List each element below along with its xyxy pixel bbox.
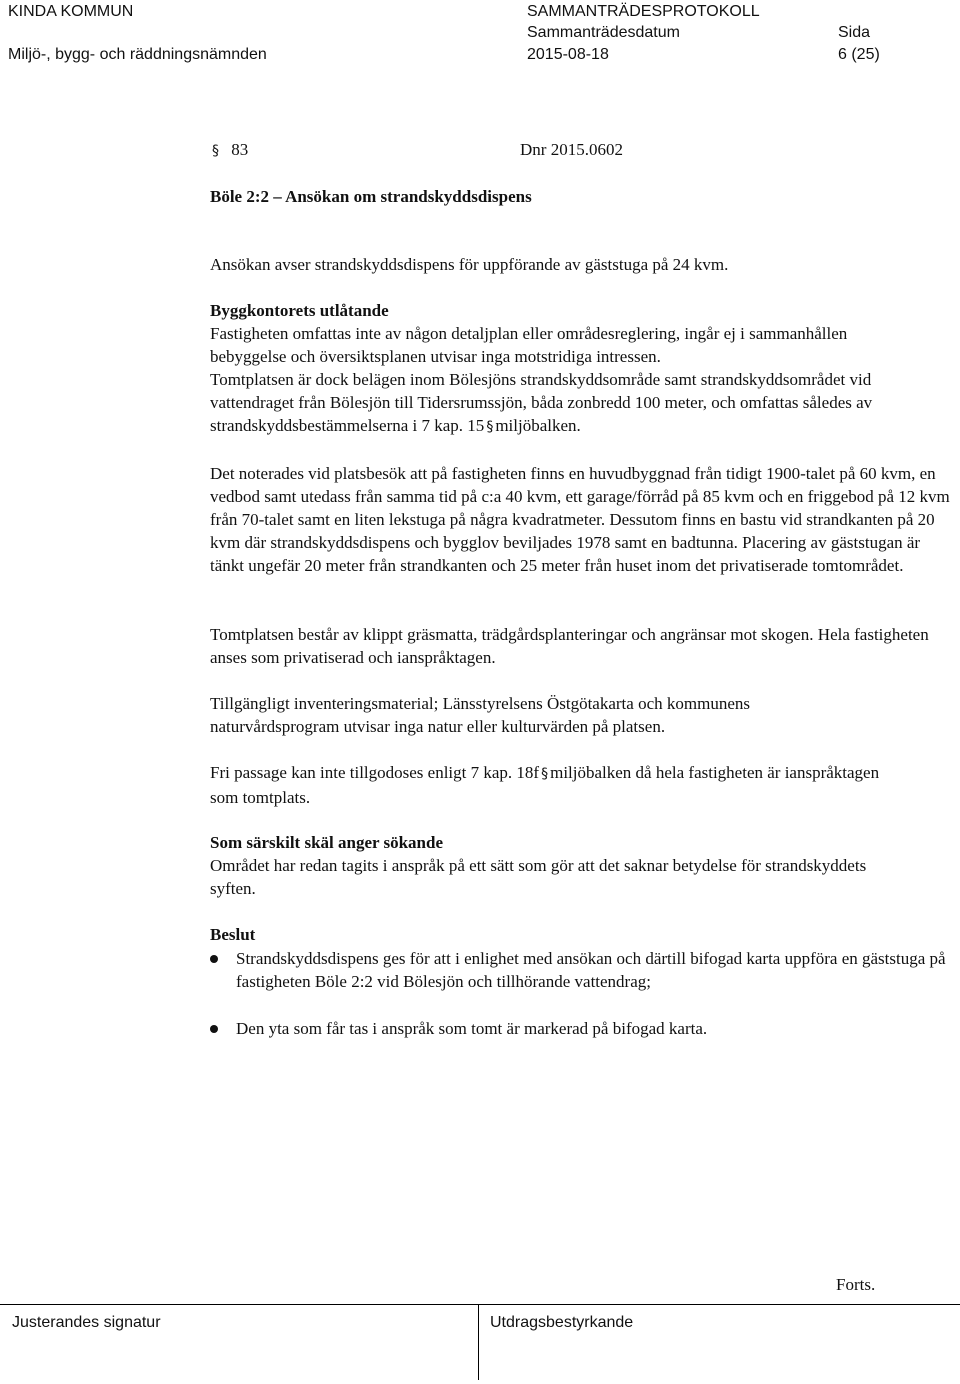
inventory-paragraph: Tillgängligt inventeringsmaterial; Länsstyrelsens Östgötakarta och kommunens naturvårdsprogram utvisar inga natur eller kulturvärden på platsen.: [210, 694, 750, 736]
signature-label: Justerandes signatur: [12, 1314, 161, 1331]
document-type: SAMMANTRÄDESPROTOKOLL: [527, 3, 760, 20]
bullet-icon: [210, 955, 218, 963]
org-name: KINDA KOMMUN: [8, 3, 134, 20]
passage-paragraph: [210, 761, 910, 809]
section-sign: §: [486, 419, 494, 435]
item-title: Böle 2:2 – Ansökan om strandskyddsdispens: [210, 187, 532, 206]
section-sign: §: [212, 143, 219, 159]
meeting-date-label: Sammanträdesdatum: [527, 24, 680, 41]
item-number-line: [210, 138, 248, 163]
reason-heading: Som särskilt skäl anger sökande: [210, 833, 444, 852]
bullet-icon: [210, 1025, 218, 1033]
site-description-paragraph: Tomtplatsen består av klippt gräsmatta, trädgårdsplanteringar och angränsar mot skogen. Hela fastigheten anses som privatiserad och ianspråktagen.: [210, 625, 929, 667]
statement-paragraph-2-text: Tomtplatsen är dock belägen inom Bölesjöns strandskyddsområde samt strandskyddsområdet vid vattendraget från Bölesjön till Tidersrumssjön, båda zonbredd 100 meter, och omfattas således av strandskyddsbestämmelserna i 7 kap. 15: [210, 370, 873, 435]
decision-item-text: Den yta som får tas i anspråk som tomt är markerad på bifogad karta.: [236, 1019, 708, 1038]
site-visit-paragraph: Det noterades vid platsbesök att på fastigheten finns en huvudbyggnad från tidigt 1900-talet på 60 kvm, en vedbod samt utedass från samma tid på c:a 40 kvm, ett garage/förråd på 85 kvm och en friggebod på 12 kvm från 70-talet samt en liten lekstuga på några kvadratmeter. Dessutom finns en bastu vid strandkanten på 20 kvm där strandskyddsdispens och bygglov beviljades 1978 samt en badtunna. Placering av gäststugan är tänkt ungefär 20 meter från strandkanten och 25 meter från huset inom det privatiserade tomtområdet.: [210, 464, 950, 575]
diary-number: Dnr 2015.0602: [520, 140, 623, 159]
meeting-date: 2015-08-18: [527, 46, 609, 63]
section-sign: §: [541, 766, 549, 782]
excerpt-label: Utdragsbestyrkande: [490, 1314, 634, 1331]
statement-paragraph-2-law: miljöbalken.: [495, 416, 581, 435]
application-intro: Ansökan avser strandskyddsdispens för uppförande av gäststuga på 24 kvm.: [210, 255, 729, 274]
statement-paragraph-2: [210, 368, 958, 439]
passage-text: Fri passage kan inte tillgodoses enligt 7 kap. 18f: [210, 763, 540, 782]
decision-heading: Beslut: [210, 925, 256, 944]
passage-law: miljöbalken då hela fastigheten är ianspråktagen som tomtplats.: [210, 763, 880, 807]
page-number: 6 (25): [838, 46, 880, 63]
committee-name: Miljö-, bygg- och räddningsnämnden: [8, 46, 267, 63]
continued-marker: Forts.: [836, 1275, 876, 1294]
statement-paragraph-1: Fastigheten omfattas inte av någon detaljplan eller områdesreglering, ingår ej i sammanhållen bebyggelse och översiktsplanen utvisar inga motstridiga intressen.: [210, 324, 848, 366]
reason-text: Området har redan tagits i anspråk på ett sätt som gör att det saknar betydelse för strandskyddets syften.: [210, 856, 867, 898]
item-number: 83: [231, 140, 249, 159]
page-label: Sida: [838, 24, 871, 41]
decision-item-text: Strandskyddsdispens ges för att i enlighet med ansökan och därtill bifogad karta uppföra en gäststuga på fastigheten Böle 2:2 vid Bölesjön och tillhörande vattendrag;: [236, 949, 946, 991]
statement-heading: Byggkontorets utlåtande: [210, 301, 389, 320]
